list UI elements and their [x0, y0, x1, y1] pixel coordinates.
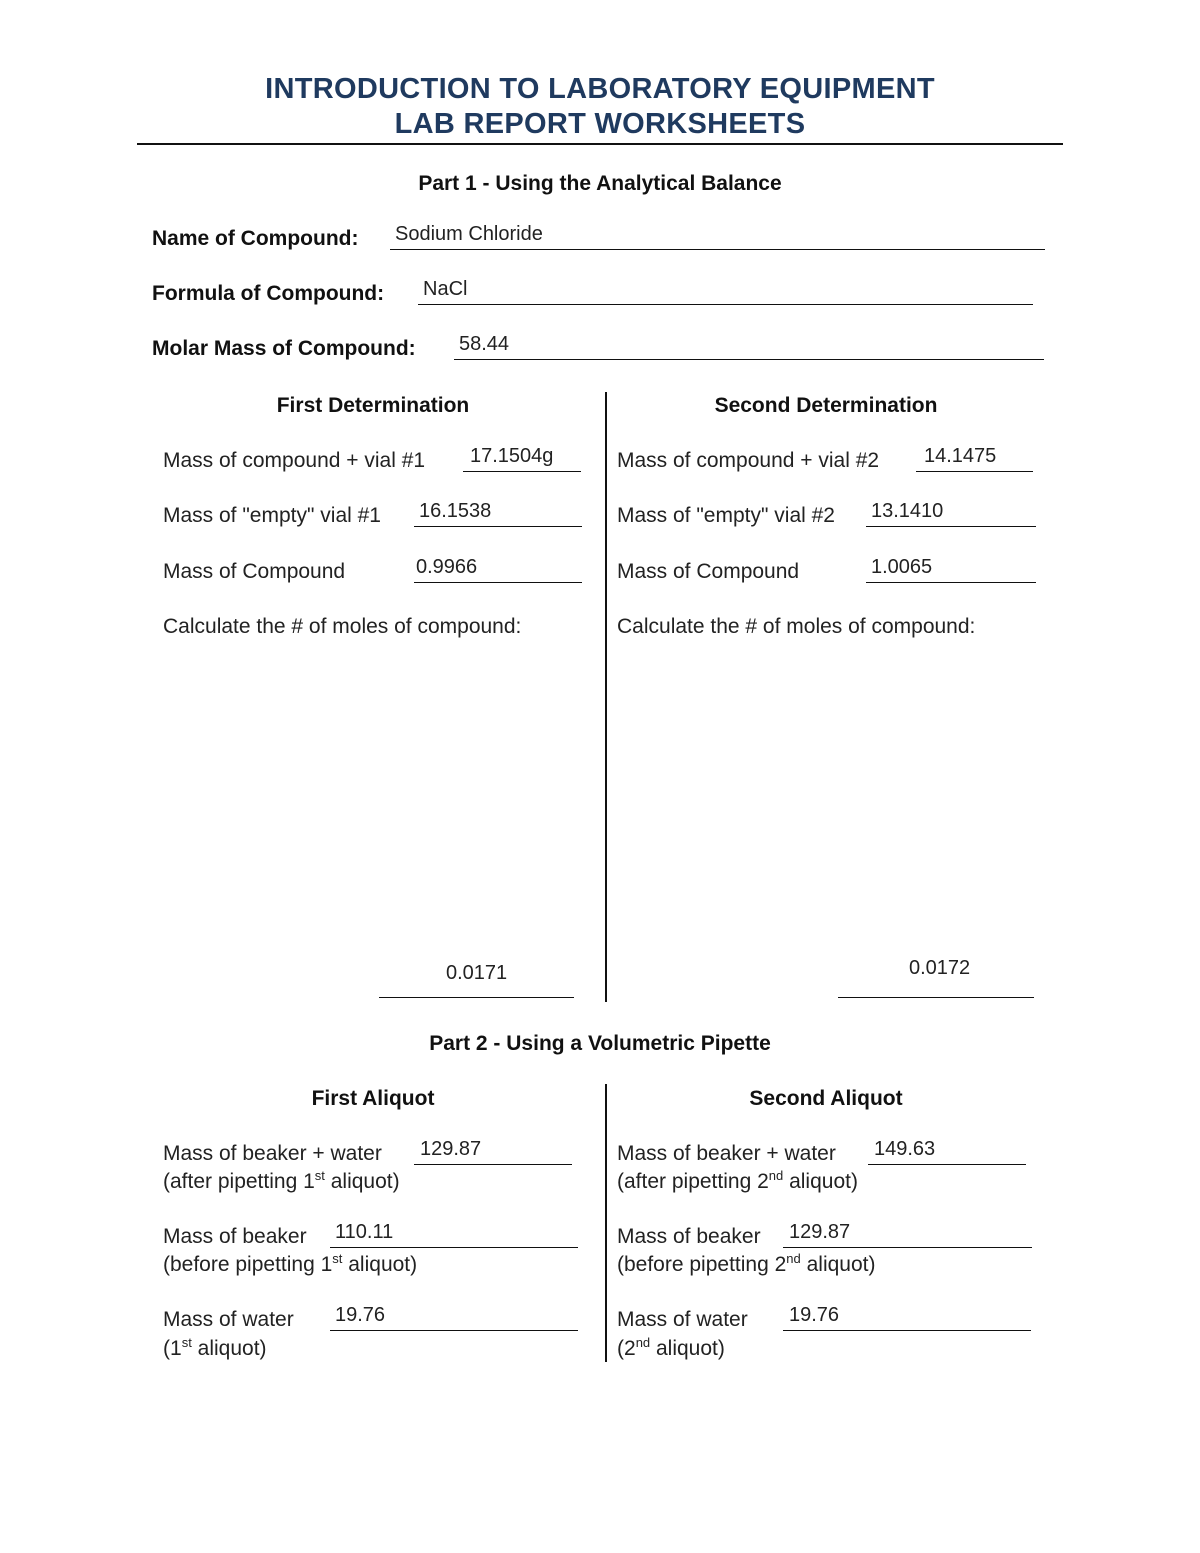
mass-compound2-line[interactable] [866, 582, 1036, 583]
water2-label: Mass of water [617, 1308, 748, 1331]
beaker1-line[interactable] [330, 1247, 578, 1248]
moles2-label: Calculate the # of moles of compound: [617, 615, 976, 638]
molar-mass-value: 58.44 [459, 333, 510, 355]
beaker-water2-note: (after pipetting 2nd aliquot) [617, 1168, 858, 1193]
beaker1-label: Mass of beaker [163, 1225, 307, 1248]
beaker-water2-line[interactable] [868, 1164, 1026, 1165]
compound-name-line[interactable] [390, 249, 1045, 250]
mass-compound-vial2-label: Mass of compound + vial #2 [617, 449, 880, 472]
mass-compound2-value: 1.0065 [871, 556, 933, 578]
compound-formula-value: NaCl [423, 278, 468, 300]
beaker-water2-label: Mass of beaker + water [617, 1142, 836, 1165]
part2-heading: Part 2 - Using a Volumetric Pipette [429, 1032, 771, 1055]
molar-mass-line[interactable] [454, 359, 1044, 360]
compound-name-value: Sodium Chloride [395, 223, 543, 245]
moles1-line[interactable] [379, 997, 574, 998]
beaker-water1-label: Mass of beaker + water [163, 1142, 382, 1165]
compound-formula-line[interactable] [418, 304, 1033, 305]
title-line-2: LAB REPORT WORKSHEETS [394, 108, 806, 140]
beaker-water1-value: 129.87 [420, 1138, 482, 1160]
second-aliquot-heading: Second Aliquot [749, 1087, 903, 1110]
title-divider [137, 143, 1063, 145]
beaker2-note: (before pipetting 2nd aliquot) [617, 1251, 876, 1276]
mass-compound-vial1-label: Mass of compound + vial #1 [163, 449, 426, 472]
water2-line[interactable] [783, 1330, 1031, 1331]
water2-note: (2nd aliquot) [617, 1335, 725, 1360]
water2-value: 19.76 [789, 1304, 840, 1326]
compound-formula-label: Formula of Compound: [152, 282, 385, 305]
moles1-label: Calculate the # of moles of compound: [163, 615, 522, 638]
moles1-value: 0.0171 [446, 962, 508, 984]
second-determination-heading: Second Determination [714, 394, 938, 417]
determination-divider [605, 392, 607, 1002]
mass-compound1-value: 0.9966 [416, 556, 478, 578]
mass-empty-vial1-label: Mass of "empty" vial #1 [163, 504, 381, 527]
moles2-line[interactable] [838, 997, 1034, 998]
mass-compound2-label: Mass of Compound [617, 560, 800, 583]
beaker-water1-line[interactable] [414, 1164, 572, 1165]
mass-compound-vial2-line[interactable] [916, 471, 1033, 472]
mass-empty-vial1-line[interactable] [414, 526, 582, 527]
mass-empty-vial2-value: 13.1410 [871, 500, 944, 522]
aliquot-divider [605, 1084, 607, 1362]
molar-mass-label: Molar Mass of Compound: [152, 337, 416, 360]
title-line-1: INTRODUCTION TO LABORATORY EQUIPMENT [265, 73, 935, 105]
water1-line[interactable] [330, 1330, 578, 1331]
first-determination-heading: First Determination [276, 394, 470, 417]
beaker2-value: 129.87 [789, 1221, 851, 1243]
mass-compound-vial1-value: 17.1504g [470, 445, 554, 467]
water1-label: Mass of water [163, 1308, 294, 1331]
beaker2-line[interactable] [783, 1247, 1032, 1248]
mass-compound-vial2-value: 14.1475 [924, 445, 997, 467]
compound-name-label: Name of Compound: [152, 227, 359, 250]
mass-compound-vial1-line[interactable] [463, 471, 581, 472]
water1-value: 19.76 [335, 1304, 386, 1326]
part1-heading: Part 1 - Using the Analytical Balance [418, 172, 782, 195]
beaker-water1-note: (after pipetting 1st aliquot) [163, 1168, 400, 1193]
first-aliquot-heading: First Aliquot [311, 1087, 435, 1110]
beaker-water2-value: 149.63 [874, 1138, 936, 1160]
beaker2-label: Mass of beaker [617, 1225, 761, 1248]
mass-compound1-line[interactable] [414, 582, 582, 583]
mass-empty-vial2-line[interactable] [866, 526, 1036, 527]
water1-note: (1st aliquot) [163, 1335, 267, 1360]
beaker1-value: 110.11 [335, 1221, 394, 1243]
mass-empty-vial2-label: Mass of "empty" vial #2 [617, 504, 835, 527]
beaker1-note: (before pipetting 1st aliquot) [163, 1251, 418, 1276]
mass-compound1-label: Mass of Compound [163, 560, 346, 583]
moles2-value: 0.0172 [909, 957, 971, 979]
mass-empty-vial1-value: 16.1538 [419, 500, 492, 522]
